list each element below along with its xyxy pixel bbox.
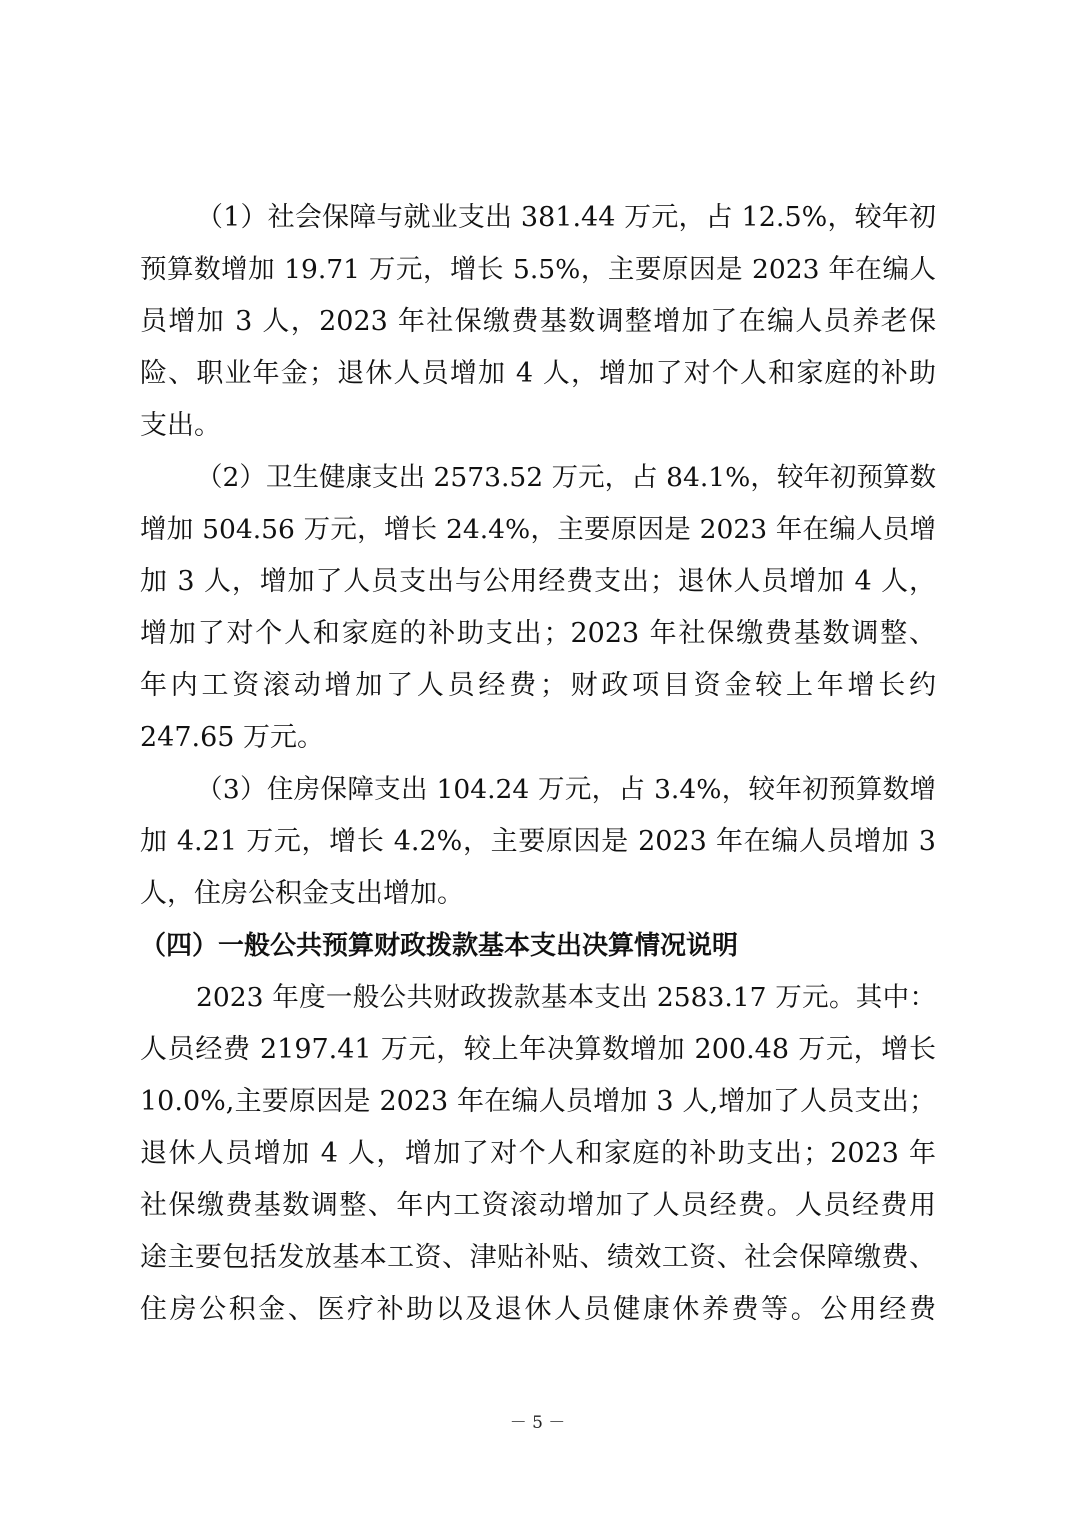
paragraph-social-security (140, 192, 936, 452)
text-line: 支出。 (140, 410, 221, 441)
text-line: 加 4.21 万元，增长 4.2%，主要原因是 2023 年在编人员增加 3 (140, 826, 936, 857)
text-line: 增加了对个人和家庭的补助支出；2023 年社保缴费基数调整、 (140, 618, 936, 649)
text-line: 人员经费 2197.41 万元，较上年决算数增加 200.48 万元，增长 (140, 1034, 936, 1065)
text-line: 途主要包括发放基本工资、津贴补贴、绩效工资、社会保障缴费、 (140, 1242, 936, 1273)
paragraph-health (140, 452, 936, 764)
section-heading: （四）一般公共预算财政拨款基本支出决算情况说明 (140, 931, 739, 961)
text-line: 住房公积金、医疗补助以及退休人员健康休养费等。公用经费 (140, 1294, 936, 1325)
text-line: 10.0%,主要原因是 2023 年在编人员增加 3 人,增加了人员支出； (140, 1086, 936, 1117)
text-line: （1）社会保障与就业支出 381.44 万元，占 12.5%，较年初 (196, 202, 936, 233)
page-number: － 5 － (509, 1413, 566, 1433)
text-line: 247.65 万元。 (140, 722, 325, 753)
text-line: （3）住房保障支出 104.24 万元，占 3.4%，较年初预算数增 (196, 774, 936, 805)
paragraph-housing (140, 764, 936, 920)
text-line: 险、职业年金；退休人员增加 4 人，增加了对个人和家庭的补助 (140, 358, 936, 389)
text-line: 退休人员增加 4 人，增加了对个人和家庭的补助支出；2023 年 (140, 1138, 936, 1169)
text-line: 年内工资滚动增加了人员经费；财政项目资金较上年增长约 (140, 670, 936, 701)
text-line: 员增加 3 人，2023 年社保缴费基数调整增加了在编人员养老保 (140, 306, 936, 337)
paragraph-basic-expenditure (140, 972, 936, 1336)
text-line: 2023 年度一般公共财政拨款基本支出 2583.17 万元。其中： (196, 982, 936, 1013)
text-line: （2）卫生健康支出 2573.52 万元，占 84.1%，较年初预算数 (196, 462, 936, 493)
text-line: 加 3 人，增加了人员支出与公用经费支出；退休人员增加 4 人， (140, 566, 936, 597)
text-line: 人，住房公积金支出增加。 (140, 878, 464, 909)
text-line: 预算数增加 19.71 万元，增长 5.5%，主要原因是 2023 年在编人 (140, 254, 936, 285)
document-body (140, 192, 936, 1336)
text-line: 社保缴费基数调整、年内工资滚动增加了人员经费。人员经费用 (140, 1190, 936, 1221)
text-line: 增加 504.56 万元，增长 24.4%，主要原因是 2023 年在编人员增 (140, 514, 936, 545)
